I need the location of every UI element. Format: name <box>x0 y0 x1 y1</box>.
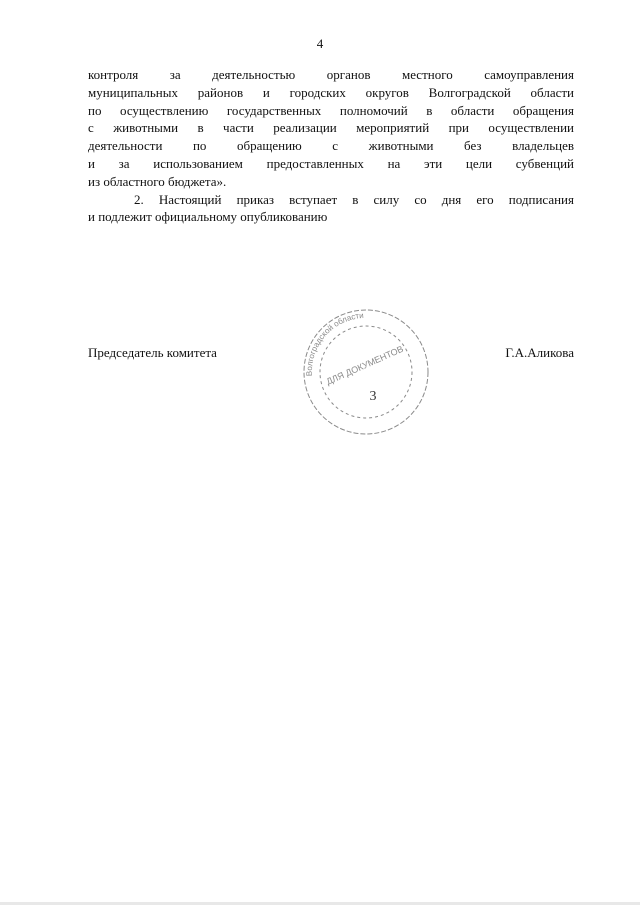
paragraph-1-line: контроля за деятельностью органов местного самоуправления <box>88 67 574 82</box>
signatory-position: Председатель комитета <box>88 345 217 360</box>
stamp-number: 3 <box>369 389 377 404</box>
document-body <box>88 66 574 226</box>
paragraph-1-line: по осуществлению государственных полномочий в области обращения <box>88 102 574 118</box>
stamp-outer-text: Волгоградской области <box>304 310 364 377</box>
paragraph-2-line: 2. Настоящий приказ вступает в силу со дня его подписания <box>134 191 574 207</box>
paragraph-1-line: и за использованием предоставленных на эти цели субвенций <box>88 155 574 171</box>
stamp-outer-ring <box>304 310 428 434</box>
official-stamp <box>298 306 434 436</box>
paragraph-1-line: с животными в части реализации мероприятий при осуществлении <box>88 120 574 136</box>
signatory-name: Г.А.Аликова <box>505 345 574 360</box>
stamp-inner-ring <box>320 326 412 418</box>
paragraph-1-line: из областного бюджета». <box>88 173 227 189</box>
paragraph-2-line: и подлежит официальному опубликованию <box>88 209 328 225</box>
stamp-inner-text: ДЛЯ ДОКУМЕНТОВ <box>324 343 405 387</box>
paragraph-1-line: деятельности по обращению с животными без владельцев <box>88 138 574 154</box>
paragraph-1-line: муниципальных районов и городских округов Волгоградской области <box>88 84 574 100</box>
page-number: 4 <box>316 36 324 51</box>
